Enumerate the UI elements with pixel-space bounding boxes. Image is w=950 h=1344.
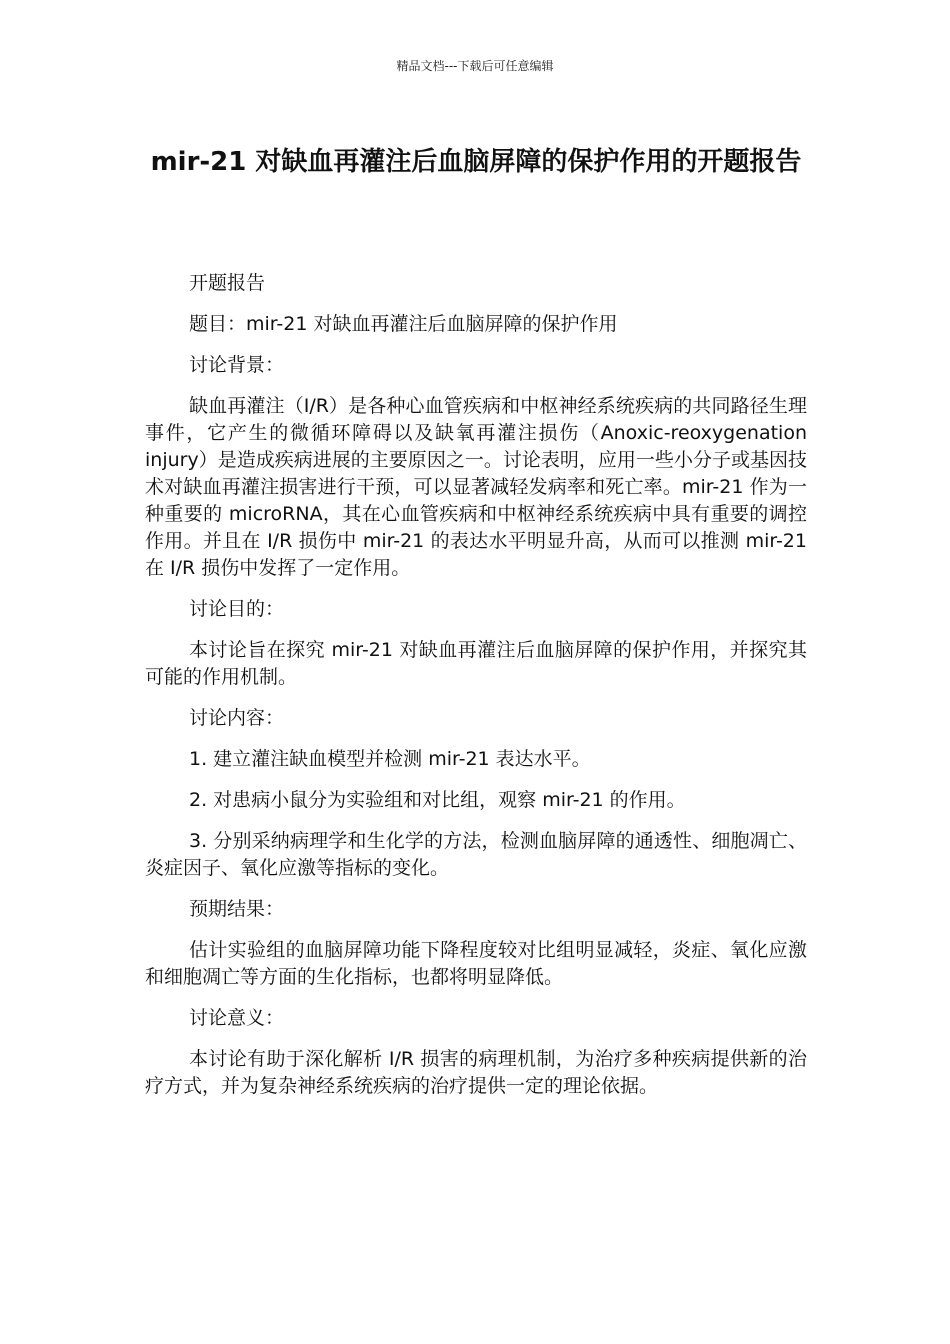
paragraph-significance: 本讨论有助于深化解析 I/R 损害的病理机制，为治疗多种疾病提供新的治疗方式，并为复杂神经系统疾病的治疗提供一定的理论依据。 xyxy=(145,1048,807,1097)
content-item-3: 3. 分别采纳病理学和生化学的方法，检测血脑屏障的通透性、细胞凋亡、炎症因子、氧化应激等指标的变化。 xyxy=(145,830,807,879)
content-item-2: 2. 对患病小鼠分为实验组和对比组，观察 mir-21 的作用。 xyxy=(189,789,686,811)
heading-significance: 讨论意义： xyxy=(189,1007,285,1029)
heading-purpose: 讨论目的： xyxy=(189,598,285,620)
topic-line: 题目：mir-21 对缺血再灌注后血脑屏障的保护作用 xyxy=(189,313,618,335)
paragraph-background: 缺血再灌注（I/R）是各种心血管疾病和中枢神经系统疾病的共同路径生理事件，它产生的微循环障碍以及缺氧再灌注损伤（Anoxic-reoxygenation injury）是造成疾病进展的主要原因之一。讨论表明，应用一些小分子或基因技术对缺血再灌注损害进行干预，可以显著减轻发病率和死亡率。mir-21 作为一种重要的 microRNA，其在心血管疾病和中枢神经系统疾病中具有重要的调控作用。并且在 I/R 损伤中 mir-21 的表达水平明显升高，从而可以推测 mir-21 在 I/R 损伤中发挥了一定作用。 xyxy=(145,395,807,579)
heading-content: 讨论内容： xyxy=(189,707,285,729)
document-title: mir-21 对缺血再灌注后血脑屏障的保护作用的开题报告 xyxy=(150,147,802,177)
heading-background: 讨论背景： xyxy=(189,354,285,376)
paragraph-expected-results: 估计实验组的血脑屏障功能下降程度较对比组明显减轻，炎症、氧化应激和细胞凋亡等方面的生化指标，也都将明显降低。 xyxy=(145,939,807,988)
document-body xyxy=(145,270,807,1114)
section-label-report: 开题报告 xyxy=(189,272,266,294)
paragraph-purpose: 本讨论旨在探究 mir-21 对缺血再灌注后血脑屏障的保护作用，并探究其可能的作用机制。 xyxy=(145,639,807,688)
header-note: 精品文档---下载后可任意编辑 xyxy=(396,59,554,73)
heading-expected-results: 预期结果： xyxy=(189,898,285,920)
content-item-1: 1. 建立灌注缺血模型并检测 mir-21 表达水平。 xyxy=(189,748,591,770)
